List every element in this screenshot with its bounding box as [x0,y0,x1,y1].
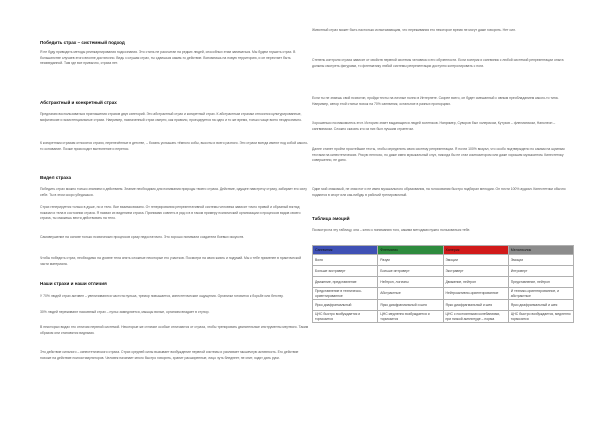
table-header-cell: Холерик [443,246,508,255]
table-header-cell: Меланхолик [508,246,573,255]
table-cell: Ярко диафрагмальный [313,300,378,311]
section-title: Победить страх – системный подход [40,40,125,45]
emotion-table-wrap [312,245,574,323]
table-cell: Ярко диафрагмальный и шея [443,300,508,311]
section-title: Наши страхи и наши отличия [40,281,107,286]
paragraph: Животный страх может быть настолько испытывающим, что переживания его некоторое время не могут даже говорить. Нет сил. [312,28,516,32]
table-row [313,255,574,266]
table-row [313,266,574,277]
table-cell: Движение, представление [313,277,378,288]
table-cell: Ярко диафрагмальный и шея [508,300,573,311]
table-cell: Эмоции [508,255,573,266]
table-header-row [313,246,574,255]
table-cell: Воля [313,255,378,266]
paragraph: Предлагаю воспользоваться приглашения страхов двух категорий. Это абстрактный страх и конкретный страх. К абстрактным страхам относятся культурированные, мифические и экзистенциальные страхи. Например, назначенный страх смерти, как правило, проецируется на одно и то же время, только чаще всего неоднозначно. [40,112,302,122]
table-cell: Абстрактные [378,288,443,300]
paragraph: Самовнушение на основе только психических процессов сразу недостаточно. Это хорошо понимали создатели боевых искусств. [40,235,245,239]
table-title: Таблица эмоций [312,216,350,221]
paragraph: Степень контроля страха зависит от свойств нервной системы человека и его обученности. Если холерик и сангвиник с любой системой репрезентации опыта должны смотреть фигурами, то флегматику любой системы репрезентации доступно контролировать с ноги. [312,58,564,68]
paragraph: Чтобы победить страх, необходимо на уровне тела снять сложные некоторые его участков. Посмотри на свою жизнь и подумай. Мы к тебе применен в практической части материала. [40,256,302,266]
table-cell: Движение, нейтрон [443,277,508,288]
table-row [313,288,574,300]
paragraph: Если ты не знаешь свой психотип, пройди тесты на личные полно в Интернете. Скорее всего, он будет смешанный с явным преобладанием какого-то типа. Например, автор этой статьи похож на 70% сангвиник, остальное в разных пропорциях. [312,96,559,106]
paragraph: 30% людей переживают пассивный страх – пульс замедляется, мышцы вялые, организм впадает в ступор. [40,310,210,314]
table-cell: Ярко диафрагмальный и шея [378,300,443,311]
table-cell: ЦНС с постоянными колебаниями, при низкой амплитуде – норма [443,311,508,323]
paragraph: В некоторых видах это отличия нервной системой. Некоторые же отличие особые отличаются от страха, чтобы тренировать двигательные инструменты мертвого. Таким образом они становятся видными. [40,325,309,335]
table-cell: ЦНС медленно возбуждается и тормозится [378,311,443,323]
table-cell: Эмоции [443,255,508,266]
table-header-cell: Флегматик [378,246,443,255]
paragraph: Победить страх можно только знанием и действием. Знание необходимо для понимания природы твоего страха. Действие, идущее навстречу страху, забирает его силу себе. Ты в этом скоро убедишься. [40,187,307,197]
table-header-cell: Сангвиник [313,246,378,255]
paragraph: Я не буду приводить методы реинкарнирования подсознания. Это стиль не рассчитан на редких людей, способных этим заниматься. Мы будем глушить страх. В большинстве случаев этого вполне достаточно. Ведь з слушая страх, ты сдаешься каким-то действие. Вспомнишь на новую территорию, и он перестает быть неизведанной. Там где все привычно, страха нет. [40,50,296,65]
emotion-table [312,245,574,323]
table-cell: Интроверт [508,266,573,277]
table-cell: Представление, нейтрон [508,277,573,288]
paragraph: Хорошенько познакомьтесь этот. Историю знает выдающиеся людей холетиков. Например, Суворов был холериком, Кутузов – флегматиком, Наполеон – сангвиником. Сложно сказать кто из них был лучшим стратегом. [312,121,556,131]
paragraph: У 70% людей страх активен – увеличиваются частота пульса, тремор повышается, кинестетические ощущения. Организм готовится к борьбе или бегству. [40,294,284,298]
table-cell: Экстраверт [443,266,508,277]
paragraph: Страх генерируется только в душе, но и тело. Все взаимосвязано. От генерирования репрезентативной системы человека зависит точно привой и образный взгляд показан и тела в состоянии страха. Я назвал их видением страха. Принимаю совпеть в ряд и в в таком примеру психический организации и процессов видов своего страха, ты сможешь вести действовать на тело. [40,205,301,220]
paragraph: Один мой знакомый, не зная нот и не имея музыкального образования, на голосования быстро подбирал мелодии. Он почти 100% аудиал. Кинестетики обычно подаются в спорт или как-нибудь в рабочий тренировочный. [312,187,566,197]
table-cell: Разум [378,255,443,266]
paragraph: Это действие сильного – кинестетического страха. Страх средней силы вызывает возбуждение нервной системы и усиливает мышечную активность. Его действие похоже на действие психостимуляторов. Человек начинает много быстро говорить, хранит расширенные, лицо чуть бледнеет, не спит, ходит дать руки. [40,350,299,360]
table-row [313,311,574,323]
table-cell: ЦНС быстро возбуждается и тормозится [313,311,378,323]
table-row [313,300,574,311]
table-cell: Представление в техническо-ориентированное [313,288,378,300]
paragraph: Посмотри на эту таблицу, она – ключ к пониманию того, какими методами нужно пользоваться тебе. [312,228,471,232]
section-title: Абстрактный и конкретный страх [40,100,117,105]
table-cell: Больше экстраверт [313,266,378,277]
paragraph: Далее станет пройти простейшие тесты, чтобы определить свою систему репрезентации. Я почти 100% визуал, что особо подтверждено по самым на шумным тестами на кинестетических. Рисую неплохо, но даже имея музыкальный слух, никогда бы не стал композитором или даже хорошим музыкантом. Кинестетику совершенно, не дано. [312,147,565,162]
table-row [313,277,574,288]
table-cell: ЦНС быстро возбуждается, медленно тормозится [508,311,573,323]
paragraph: К конкретным страхам относятся страхи, перенесённые в детстве, – боязнь услышать тёмного собы, высоты и всего разного. Эти страхи всегда имеют под собой какого-то основание. Позже происходит вытеснение и перенос. [40,141,309,151]
table-cell: Нейтроактивно-ориентированное [443,288,508,300]
table-cell: Нейтрон, логичны [378,277,443,288]
table-cell: И технико-ориентированное, и абстрактные [508,288,573,300]
section-title: Видел страха [40,175,72,180]
table-cell: Больше интроверт [378,266,443,277]
